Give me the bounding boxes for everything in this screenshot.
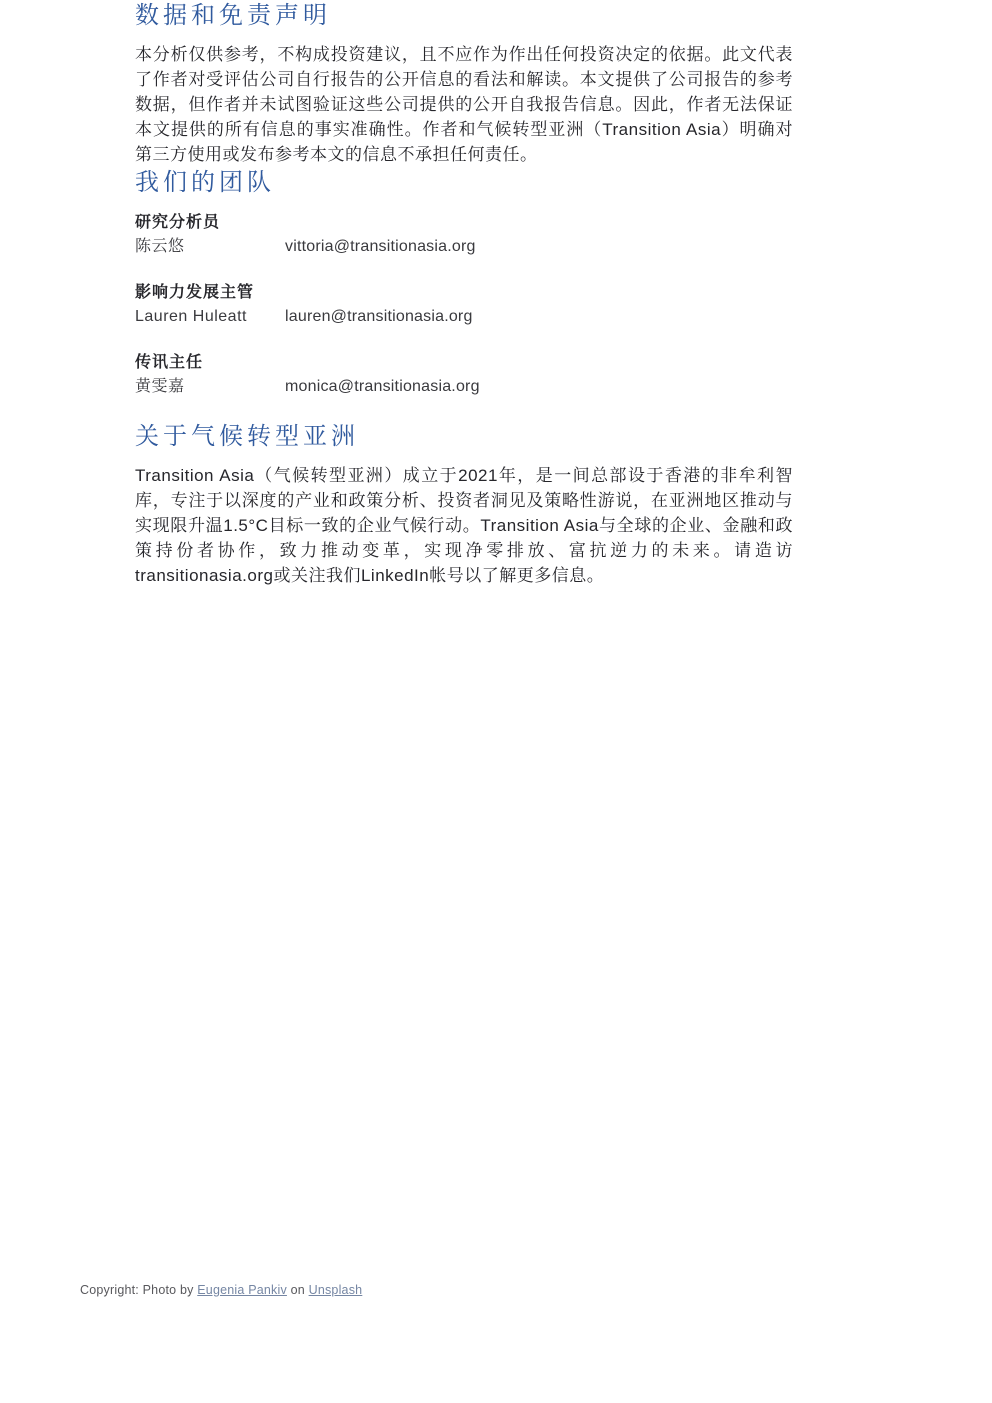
disclaimer-heading: 数据和免责声明 — [135, 2, 331, 29]
member-row — [135, 235, 793, 259]
photo-credit — [80, 1282, 362, 1299]
team-heading: 我们的团队 — [135, 169, 275, 196]
disclaimer-body: 本分析仅供参考，不构成投资建议，且不应作为作出任何投资决定的依据。此文代表了作者对受评估公司自行报告的公开信息的看法和解读。本文提供了公司报告的参考数据，但作者并未试图验证这些公司提供的公开自我报告信息。因此，作者无法保证本文提供的所有信息的事实准确性。作者和气候转型亚洲（Transition Asia）明确对第三方使用或发布参考本文的信息不承担任何责任。 — [135, 45, 793, 164]
member-name: Lauren Huleatt — [135, 308, 247, 325]
member-role: 传讯主任 — [135, 354, 204, 371]
section-disclaimer — [135, 0, 793, 167]
section-team — [135, 167, 793, 399]
team-member-communications-director — [135, 351, 793, 399]
member-row — [135, 305, 793, 329]
team-list — [135, 211, 793, 399]
member-row — [135, 375, 793, 399]
member-name: 陈云悠 — [135, 238, 185, 255]
photo-credit-prefix: Copyright: Photo by — [80, 1283, 198, 1297]
section-about — [135, 421, 793, 588]
member-name: 黄雯嘉 — [135, 378, 185, 395]
member-email: vittoria@transitionasia.org — [285, 238, 476, 255]
team-member-research-analyst — [135, 211, 793, 259]
unsplash-link[interactable]: Unsplash — [308, 1283, 363, 1297]
photo-credit-conjunction: on — [286, 1283, 309, 1297]
photographer-link[interactable]: Eugenia Pankiv — [197, 1283, 287, 1297]
team-member-impact-lead — [135, 281, 793, 329]
member-email: lauren@transitionasia.org — [285, 308, 473, 325]
member-role: 影响力发展主管 — [135, 284, 255, 301]
page-content — [135, 0, 793, 588]
member-role: 研究分析员 — [135, 214, 221, 231]
member-email: monica@transitionasia.org — [285, 378, 480, 395]
about-heading: 关于气候转型亚洲 — [135, 423, 359, 450]
about-body: Transition Asia（气候转型亚洲）成立于2021年，是一间总部设于香港的非牟利智库，专注于以深度的产业和政策分析、投资者洞见及策略性游说，在亚洲地区推动与实现限升温1.5°C目标一致的企业气候行动。Transition Asia与全球的企业、金融和政策持份者协作，致力推动变革，实现净零排放、富抗逆力的未来。请造访transitionasia.org或关注我们LinkedIn帐号以了解更多信息。 — [135, 466, 793, 585]
